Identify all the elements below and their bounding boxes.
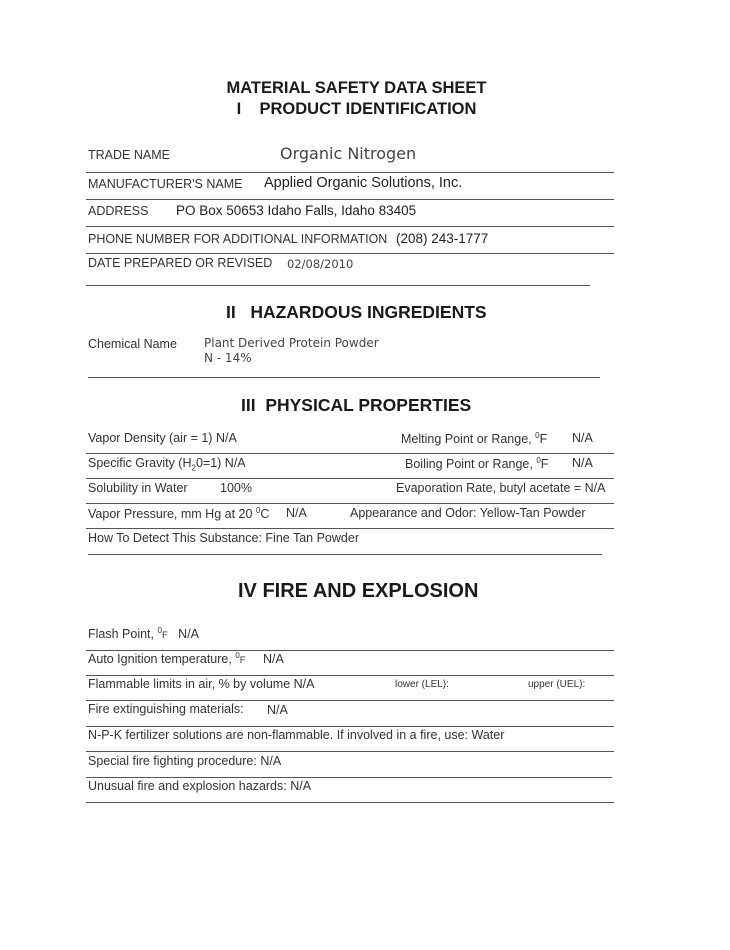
evaporation-rate: Evaporation Rate, butyl acetate = N/A	[396, 481, 606, 495]
divider	[86, 528, 614, 529]
manufacturer-label: MANUFACTURER'S NAME	[88, 177, 243, 191]
date-label: DATE PREPARED OR REVISED	[88, 256, 273, 270]
divider	[86, 503, 614, 504]
divider	[86, 285, 590, 286]
section-1-heading	[0, 100, 713, 119]
appearance-odor: Appearance and Odor: Yellow-Tan Powder	[350, 506, 586, 520]
divider	[86, 726, 614, 727]
section-3-number: III	[241, 395, 256, 415]
trade-name-value: Organic Nitrogen	[280, 144, 417, 163]
divider	[86, 172, 614, 173]
extinguishing-value: N/A	[267, 703, 288, 717]
document-title: MATERIAL SAFETY DATA SHEET	[226, 79, 487, 97]
chemical-name-label: Chemical Name	[88, 337, 177, 351]
manufacturer-value: Applied Organic Solutions, Inc.	[264, 175, 463, 191]
divider	[88, 377, 600, 378]
section-1-number: I	[236, 100, 242, 118]
section-2-heading	[226, 302, 487, 323]
melting-point-label: Melting Point or Range, $^0$F	[401, 431, 548, 447]
divider	[86, 777, 612, 778]
address-value: PO Box 50653 Idaho Falls, Idaho 83405	[176, 203, 417, 218]
divider	[86, 675, 614, 676]
section-1-title: PRODUCT IDENTIFICATION	[259, 100, 477, 118]
divider	[86, 453, 614, 454]
chemical-name-value: Plant Derived Protein Powder	[204, 336, 379, 350]
specific-gravity: Specific Gravity $(H_20=1)$ N/A	[88, 456, 246, 473]
unusual-hazards: Unusual fire and explosion hazards: N/A	[88, 779, 312, 793]
vapor-pressure-value: N/A	[286, 506, 307, 520]
divider	[86, 253, 614, 254]
solubility-value: 100%	[220, 481, 252, 495]
divider	[86, 226, 614, 227]
date-value: 02/08/2010	[287, 257, 354, 271]
vapor-density: Vapor Density (air = 1) N/A	[88, 431, 237, 445]
boiling-point-value: N/A	[572, 456, 593, 470]
npk-note: N-P-K fertilizer solutions are non-flammable. If involved in a fire, use: Water	[88, 728, 505, 742]
divider	[86, 478, 614, 479]
trade-name-label: TRADE NAME	[88, 148, 170, 162]
section-2-title: HAZARDOUS INGREDIENTS	[250, 302, 487, 322]
section-3-heading	[241, 395, 471, 416]
boiling-point-label: Boiling Point or Range, $^0$F	[405, 456, 549, 472]
divider	[86, 751, 614, 752]
divider	[86, 700, 614, 701]
phone-value: (208) 243-1777	[396, 231, 489, 246]
solubility-label: Solubility in Water	[88, 481, 188, 495]
extinguishing-label: Fire extinguishing materials:	[88, 702, 244, 716]
divider	[86, 199, 614, 200]
divider	[88, 554, 602, 555]
section-4-heading: IV FIRE AND EXPLOSION	[238, 580, 479, 602]
address-label: ADDRESS	[88, 204, 149, 218]
chemical-detail-value: N - 14%	[204, 351, 252, 365]
vapor-pressure-label: Vapor Pressure, mm Hg at 20 $^0$C	[88, 506, 270, 522]
auto-ignition-value: N/A	[263, 652, 284, 666]
section-3-title: PHYSICAL PROPERTIES	[265, 395, 472, 415]
flash-point: Flash Point, $^0$F N/A	[88, 626, 200, 642]
upper-uel: upper (UEL):	[528, 679, 586, 690]
section-2-number: II	[226, 302, 236, 322]
melting-point-value: N/A	[572, 431, 593, 445]
flammable-limits: Flammable limits in air, % by volume N/A	[88, 677, 315, 691]
detect-substance: How To Detect This Substance: Fine Tan Powder	[88, 531, 359, 545]
phone-label: PHONE NUMBER FOR ADDITIONAL INFORMATION	[88, 232, 388, 246]
auto-ignition-label: Auto Ignition temperature, $^0$F	[88, 651, 246, 667]
divider	[86, 802, 614, 803]
special-procedure: Special fire fighting procedure: N/A	[88, 754, 282, 768]
lower-lel: lower (LEL):	[395, 679, 449, 690]
